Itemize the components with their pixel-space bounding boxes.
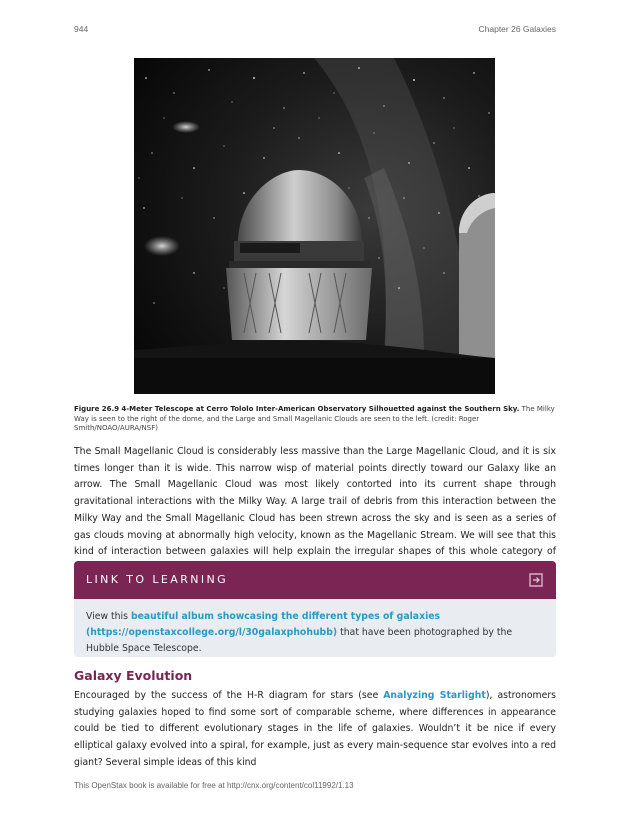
paragraph-magellanic: The Small Magellanic Cloud is considerably less massive than the Large Magellanic Cloud, and it is six times longer than it is wide. This narrow wisp of material points directly toward our Galaxy like an arrow. The Small Magellanic Cloud was most likely contorted into its current shape through gravitational interactions with the Milky Way. A large trail of debris from this interaction between the Milky Way and the Small Magellanic Cloud has been strewn across the sky and is seen as a series of gas clouds moving at abnormally high velocity, known as the Magellanic Stream. We will see that this kind of interaction between galaxies will help explain the irregular shapes of this whole category of [74, 446, 556, 558]
link-to-learning-box [74, 561, 556, 657]
section-text-before: Encouraged by the success of the H-R diagram for stars (see [74, 690, 384, 701]
section-text-after: ), astronomers studying galaxies hoped to find some sort of comparable scheme, where differences in appearance could be tied to different evolutionary stages in the life of galaxies. Wouldn’t it be nice if every elliptical galaxy evolved into a spiral, for example, just as every main-sequence star evolves into a red giant? Several simple ideas of this kind [74, 690, 556, 768]
page-footer: This OpenStax book is available for free at http://cnx.org/content/col11992/1.13 [74, 781, 354, 790]
telescope-photo [134, 58, 495, 394]
figure-description: The Milky Way is seen to the right of the dome, and the Large and Small Magellanic Clouds are seen to the left. (credit: Roger Smith/NOAO/AURA/NSF) [74, 405, 555, 432]
paragraph-galaxy-evolution [74, 688, 556, 772]
chapter-title: Chapter 26 Galaxies [478, 24, 556, 34]
running-header [74, 24, 556, 36]
link-to-learning-header [74, 561, 556, 599]
section-heading-galaxy-evolution: Galaxy Evolution [74, 668, 193, 683]
figure-label: Figure 26.9 [74, 405, 120, 413]
link-to-learning-body [74, 599, 556, 657]
link-text-before: View this [86, 611, 131, 622]
external-link-icon [528, 572, 544, 588]
link-to-learning-title: LINK TO LEARNING [86, 573, 229, 586]
figure-caption [74, 405, 556, 434]
link-text-after: that have been photographed by the Hubble Space Telescope. [86, 627, 513, 654]
analyzing-starlight-link[interactable]: Analyzing Starlight [383, 690, 486, 701]
figure-title: 4-Meter Telescope at Cerro Tololo Inter-American Observatory Silhouetted against the Southern Sky. [121, 405, 520, 413]
page-number: 944 [74, 24, 89, 34]
galaxy-album-link[interactable]: beautiful album showcasing the different types of galaxies (https://openstaxcollege.org/l/30galaxphohubb) [86, 611, 441, 638]
